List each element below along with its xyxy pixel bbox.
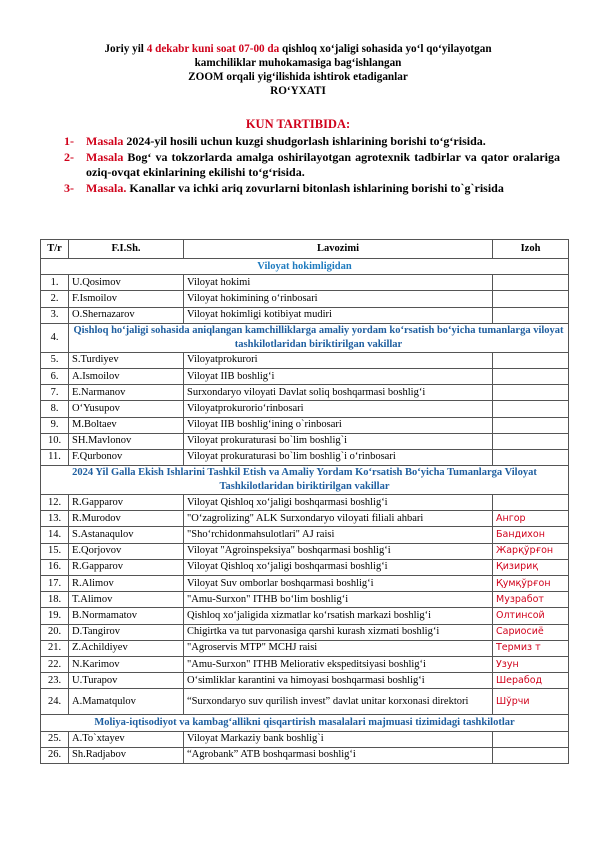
row-name: U.Qosimov <box>69 275 184 291</box>
table-row <box>41 592 569 608</box>
section-row <box>41 259 569 275</box>
row-name: U.Turapov <box>69 673 184 689</box>
row-note: Шерабод <box>493 673 569 689</box>
row-note <box>493 352 569 368</box>
meeting-date: 4 dekabr kuni soat 07-00 da <box>146 43 280 55</box>
row-note <box>493 449 569 465</box>
row-position: "Agroservis MTP" MCHJ raisi <box>184 640 493 656</box>
row-number: 1. <box>41 275 69 291</box>
col-header-note: Izoh <box>493 240 569 259</box>
row-number: 24. <box>41 689 69 715</box>
row-number: 21. <box>41 640 69 656</box>
table-row <box>41 543 569 559</box>
row-number: 15. <box>41 543 69 559</box>
agenda-list <box>64 134 560 196</box>
row-number: 18. <box>41 592 69 608</box>
row-position: Viloyatprokurorio‘rinbosari <box>184 401 493 417</box>
row-number: 19. <box>41 608 69 624</box>
row-note: Қизириқ <box>493 559 569 575</box>
row-position: Viloyat "Agroinspeksiya" boshqarmasi boshlig‘i <box>184 543 493 559</box>
table-row <box>41 291 569 307</box>
row-number: 4. <box>41 323 69 352</box>
row-number: 5. <box>41 352 69 368</box>
row-note: Шўрчи <box>493 689 569 715</box>
row-position: Surxondaryo viloyati Davlat soliq boshqarmasi boshlig‘i <box>184 385 493 401</box>
row-number: 23. <box>41 673 69 689</box>
row-position: "Amu-Surxon" ITHB Meliorativ ekspeditsiyasi boshlig‘i <box>184 656 493 672</box>
row-position: Viloyatprokurori <box>184 352 493 368</box>
section-title: 2024 Yil Galla Ekish Ishlarini Tashkil Etish va Amaliy Yordam Ko‘rsatish Bo‘yicha Tumanlarga Viloyat Tashkilotlaridan biriktirilgan vakillar <box>41 466 569 495</box>
row-position: "O‘zagrolizing" ALK Surxondaryo viloyati filiali ahbari <box>184 511 493 527</box>
header-line-3: ZOOM orqali yig‘ilishida ishtirok etadiganlar <box>188 71 408 83</box>
row-name: A.Ismoilov <box>69 368 184 384</box>
agenda-title: KUN TARTIBIDA: <box>245 117 351 131</box>
row-name: Z.Achildiyev <box>69 640 184 656</box>
col-header-position: Lavozimi <box>184 240 493 259</box>
table-row <box>41 417 569 433</box>
row-number: 13. <box>41 511 69 527</box>
row-position: Viloyat Qishloq xo‘jaligi boshqarmasi boshlig‘i <box>184 559 493 575</box>
table-row <box>41 511 569 527</box>
row-position: O‘simliklar karantini va himoyasi boshqarmasi boshlig‘i <box>184 673 493 689</box>
table-header-row <box>41 240 569 259</box>
row-number: 11. <box>41 449 69 465</box>
row-position: Qishloq xo‘jaligida xizmatlar ko‘rsatish markazi boshlig‘i <box>184 608 493 624</box>
row-note: Бандихон <box>493 527 569 543</box>
row-note <box>493 307 569 323</box>
row-position: Viloyat hokimligi kotibiyat mudiri <box>184 307 493 323</box>
row-number: 3. <box>41 307 69 323</box>
row-note <box>493 495 569 511</box>
row-note: Музработ <box>493 592 569 608</box>
row-position: Viloyat IIB boshlig‘i <box>184 368 493 384</box>
table-row <box>41 608 569 624</box>
row-name: R.Gapparov <box>69 495 184 511</box>
row-position: “Surxondaryo suv qurilish invest” davlat unitar korxonasi direktori <box>184 689 493 715</box>
row-note: Сариосиё <box>493 624 569 640</box>
table-row <box>41 307 569 323</box>
row-note <box>493 401 569 417</box>
row-name: O‘Yusupov <box>69 401 184 417</box>
row-note: Қумқўрғон <box>493 576 569 592</box>
row-name: D.Tangirov <box>69 624 184 640</box>
row-name: B.Normamatov <box>69 608 184 624</box>
row-position: Viloyat prokuraturasi bo`lim boshlig`i <box>184 433 493 449</box>
row-name: E.Qorjovov <box>69 543 184 559</box>
row-name: O.Shernazarov <box>69 307 184 323</box>
table-row <box>41 559 569 575</box>
row-name: R.Gapparov <box>69 559 184 575</box>
row-note <box>493 433 569 449</box>
row-name: S.Turdiyev <box>69 352 184 368</box>
row-name: S.Astanaqulov <box>69 527 184 543</box>
table-row <box>41 576 569 592</box>
document-header <box>40 42 556 98</box>
col-header-number: T/r <box>41 240 69 259</box>
row-note <box>493 368 569 384</box>
participants-table <box>40 239 569 764</box>
row-note <box>493 291 569 307</box>
row-position: "Sho‘rchidonmahsulotlari" AJ raisi <box>184 527 493 543</box>
table-row <box>41 495 569 511</box>
section-title: Viloyat hokimligidan <box>41 259 569 275</box>
row-name: M.Boltaev <box>69 417 184 433</box>
row-position: "Amu-Surxon" ITHB bo‘lim boshlig‘i <box>184 592 493 608</box>
row-position: Viloyat IIB boshlig‘ining o`rinbosari <box>184 417 493 433</box>
table-row <box>41 401 569 417</box>
row-position: Viloyat prokuraturasi bo`lim boshlig`i o‘rinbosari <box>184 449 493 465</box>
agenda-item: 2- Masala Bog‘ va tokzorlarda amalga oshirilayotgan agrotexnik tadbirlar va qator oralariga oziq-ovqat ekinlarining ekilishi to‘g‘risida. <box>64 149 560 179</box>
row-note: Ангор <box>493 511 569 527</box>
header-line-2: kamchiliklar muhokamasiga bag‘ishlangan <box>194 57 402 69</box>
table-row <box>41 731 569 747</box>
row-position: Chigirtka va tut parvonasiga qarshi kurash xizmati boshlig‘i <box>184 624 493 640</box>
table-row <box>41 449 569 465</box>
row-name: SH.Mavlonov <box>69 433 184 449</box>
row-name: Sh.Radjabov <box>69 747 184 763</box>
row-note <box>493 417 569 433</box>
row-number: 7. <box>41 385 69 401</box>
row-number: 20. <box>41 624 69 640</box>
table-row <box>41 368 569 384</box>
row-number: 25. <box>41 731 69 747</box>
table-row <box>41 673 569 689</box>
row-name: N.Karimov <box>69 656 184 672</box>
row-name: A.Mamatqulov <box>69 689 184 715</box>
row-number: 9. <box>41 417 69 433</box>
row-number: 16. <box>41 559 69 575</box>
row-note: Жарқўрғон <box>493 543 569 559</box>
row-number: 14. <box>41 527 69 543</box>
table-row <box>41 689 569 715</box>
row-name: F.Qurbonov <box>69 449 184 465</box>
section-row <box>41 715 569 731</box>
table-body <box>41 259 569 764</box>
row-number: 8. <box>41 401 69 417</box>
row-name: E.Narmanov <box>69 385 184 401</box>
row-note <box>493 385 569 401</box>
row-note <box>493 275 569 291</box>
row-position: Viloyat Markaziy bank boshlig`i <box>184 731 493 747</box>
row-name: T.Alimov <box>69 592 184 608</box>
table-row <box>41 656 569 672</box>
table-row <box>41 275 569 291</box>
table-row <box>41 385 569 401</box>
row-number: 2. <box>41 291 69 307</box>
header-line-4: RO‘YXATI <box>270 85 326 97</box>
table-row <box>41 352 569 368</box>
section-title: Moliya-iqtisodiyot va kambag‘allikni qisqartirish masalalari majmuasi tizimidagi tashkilotlar <box>41 715 569 731</box>
col-header-name: F.I.Sh. <box>69 240 184 259</box>
row-note: Термиз т <box>493 640 569 656</box>
table-row <box>41 747 569 763</box>
section-title: Qishloq ho‘jaligi sohasida aniqlangan kamchilliklarga amaliy yordam ko‘rsatish bo‘yicha tumanlarga viloyat tashkilotlaridan biriktirilgan vakillar <box>69 323 569 352</box>
table-row <box>41 624 569 640</box>
row-position: Viloyat Suv omborlar boshqarmasi boshlig‘i <box>184 576 493 592</box>
table-row <box>41 433 569 449</box>
table-row <box>41 527 569 543</box>
row-number: 6. <box>41 368 69 384</box>
row-note: Узун <box>493 656 569 672</box>
header-line-1: Joriy yil 4 dekabr kuni soat 07-00 da qishloq xo‘jaligi sohasida yo‘l qo‘yilayotgan <box>104 43 492 55</box>
row-number: 10. <box>41 433 69 449</box>
row-number: 22. <box>41 656 69 672</box>
row-number: 12. <box>41 495 69 511</box>
row-name: F.Ismoilov <box>69 291 184 307</box>
row-number: 26. <box>41 747 69 763</box>
row-position: Viloyat hokimining o‘rinbosari <box>184 291 493 307</box>
table-row <box>41 640 569 656</box>
section-row <box>41 466 569 495</box>
row-name: A.To`xtayev <box>69 731 184 747</box>
row-name: R.Murodov <box>69 511 184 527</box>
row-position: Viloyat Qishloq xo‘jaligi boshqarmasi boshlig‘i <box>184 495 493 511</box>
row-note: Олтинсой <box>493 608 569 624</box>
agenda-item: 1- Masala 2024-yil hosili uchun kuzgi shudgorlash ishlarining borishi to‘g‘risida. <box>64 134 486 148</box>
row-note <box>493 731 569 747</box>
row-position: Viloyat hokimi <box>184 275 493 291</box>
section-row <box>41 323 569 352</box>
row-number: 17. <box>41 576 69 592</box>
row-name: R.Alimov <box>69 576 184 592</box>
agenda-item: 3- Masala. Kanallar va ichki ariq zovurlarni bitonlash ishlarining borishi to`g`risida <box>64 180 504 195</box>
row-position: “Agrobank” ATB boshqarmasi boshlig‘i <box>184 747 493 763</box>
row-note <box>493 747 569 763</box>
